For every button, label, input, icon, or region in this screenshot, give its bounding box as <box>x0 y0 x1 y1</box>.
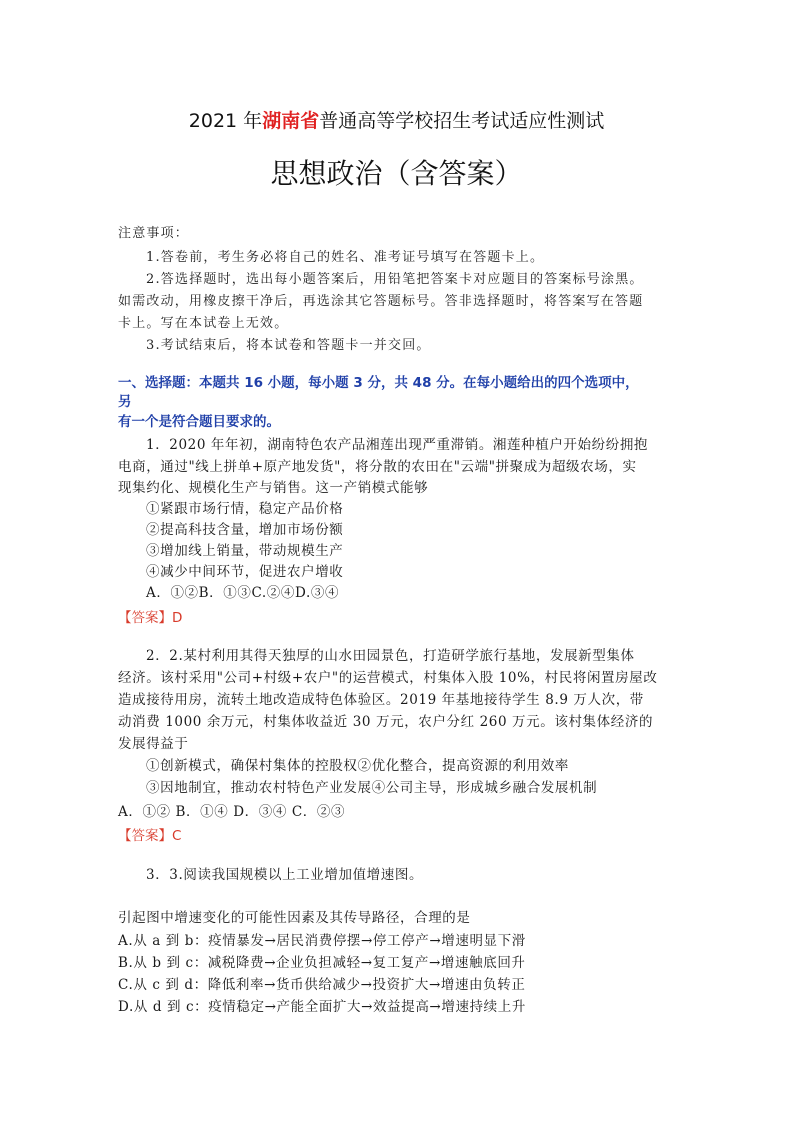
q2-choices: A．①② B．①④ D．③④ C．②③ <box>118 804 346 820</box>
title-prefix: 2021 年 <box>188 110 263 132</box>
q2-stem-line-1: 2．2.某村利用其得天独厚的山水田园景色，打造研学旅行基地，发展新型集体 <box>146 648 635 664</box>
q2-stem-line-3: 造成接待用房，流转土地改造成特色体验区。2019 年基地接待学生 8.9 万人次，带 <box>118 692 644 708</box>
q1-answer: 【答案】D <box>118 610 183 626</box>
q1-option-3: ③增加线上销量，带动规模生产 <box>146 543 344 559</box>
q3-stem: 3．3.阅读我国规模以上工业增加值增速图。 <box>146 867 424 883</box>
title-province: 湖南省 <box>262 110 320 132</box>
notice-line-1: 1.答卷前，考生务必将自己的姓名、准考证号填写在答题卡上。 <box>146 250 545 265</box>
notice-line-3: 如需改动，用橡皮擦干净后，再选涂其它答题标号。答非选择题时，将答案写在答题 <box>118 294 644 309</box>
section-heading-line-2: 另 <box>118 394 132 410</box>
notice-line-5: 3.考试结束后，将本试卷和答题卡一并交回。 <box>146 338 431 353</box>
q3-question: 引起图中增速变化的可能性因素及其传导路径，合理的是 <box>118 910 471 926</box>
q1-option-2: ②提高科技含量，增加市场份额 <box>146 522 344 538</box>
notice-line-2: 2.答选择题时，选出每小题答案后，用铅笔把答案卡对应题目的答案标号涂黑。 <box>146 272 644 287</box>
q3-option-c: C.从 c 到 d：降低利率→货币供给减少→投资扩大→增速由负转正 <box>118 977 526 993</box>
q2-option-line-2: ③因地制宜，推动农村特色产业发展④公司主导，形成城乡融合发展机制 <box>146 780 598 796</box>
exam-subtitle: 思想政治（含答案） <box>270 157 523 190</box>
q2-option-line-1: ①创新模式，确保村集体的控股权②优化整合，提高资源的利用效率 <box>146 758 569 774</box>
title-suffix: 普通高等学校招生考试适应性测试 <box>319 110 605 132</box>
q1-stem-line-2: 电商，通过"线上拼单+原产地发货"，将分散的农田在"云端"拼聚成为超级农场，实 <box>118 459 637 475</box>
q1-stem-line-3: 现集约化、规模化生产与销售。这一产销模式能够 <box>118 480 429 496</box>
q2-stem-line-4: 动消费 1000 余万元，村集体收益近 30 万元，农户分红 260 万元。该村集体经济的 <box>118 714 654 730</box>
q3-option-a: A.从 a 到 b：疫情暴发→居民消费停摆→停工停产→增速明显下滑 <box>118 933 526 949</box>
section-heading-line-1: 一、选择题：本题共 16 小题，每小题 3 分，共 48 分。在每小题给出的四个选项中， <box>118 375 639 391</box>
q2-stem-line-2: 经济。该村采用"公司+村级+农户"的运营模式，村集体入股 10%，村民将闲置房屋改 <box>118 670 658 686</box>
q3-option-d: D.从 d 到 c：疫情稳定→产能全面扩大→效益提高→增速持续上升 <box>118 999 526 1015</box>
q1-option-4: ④减少中间环节，促进农户增收 <box>146 564 344 580</box>
notice-line-4: 卡上。写在本试卷上无效。 <box>118 316 289 331</box>
exam-title <box>0 106 793 133</box>
notice-heading: 注意事项： <box>118 226 190 241</box>
q1-stem-line-1: 1．2020 年年初，湖南特色农产品湘莲出现严重滞销。湘莲种植户开始纷纷拥抱 <box>146 437 649 453</box>
q3-option-b: B.从 b 到 c：减税降费→企业负担减轻→复工复产→增速触底回升 <box>118 955 526 971</box>
q2-answer: 【答案】C <box>118 828 182 844</box>
q1-option-1: ①紧跟市场行情，稳定产品价格 <box>146 501 344 517</box>
q1-choices: A．①②B．①③C.②④D.③④ <box>146 585 340 601</box>
section-heading-line-3: 有一个是符合题目要求的。 <box>118 414 280 430</box>
q2-stem-line-5: 发展得益于 <box>118 736 189 752</box>
